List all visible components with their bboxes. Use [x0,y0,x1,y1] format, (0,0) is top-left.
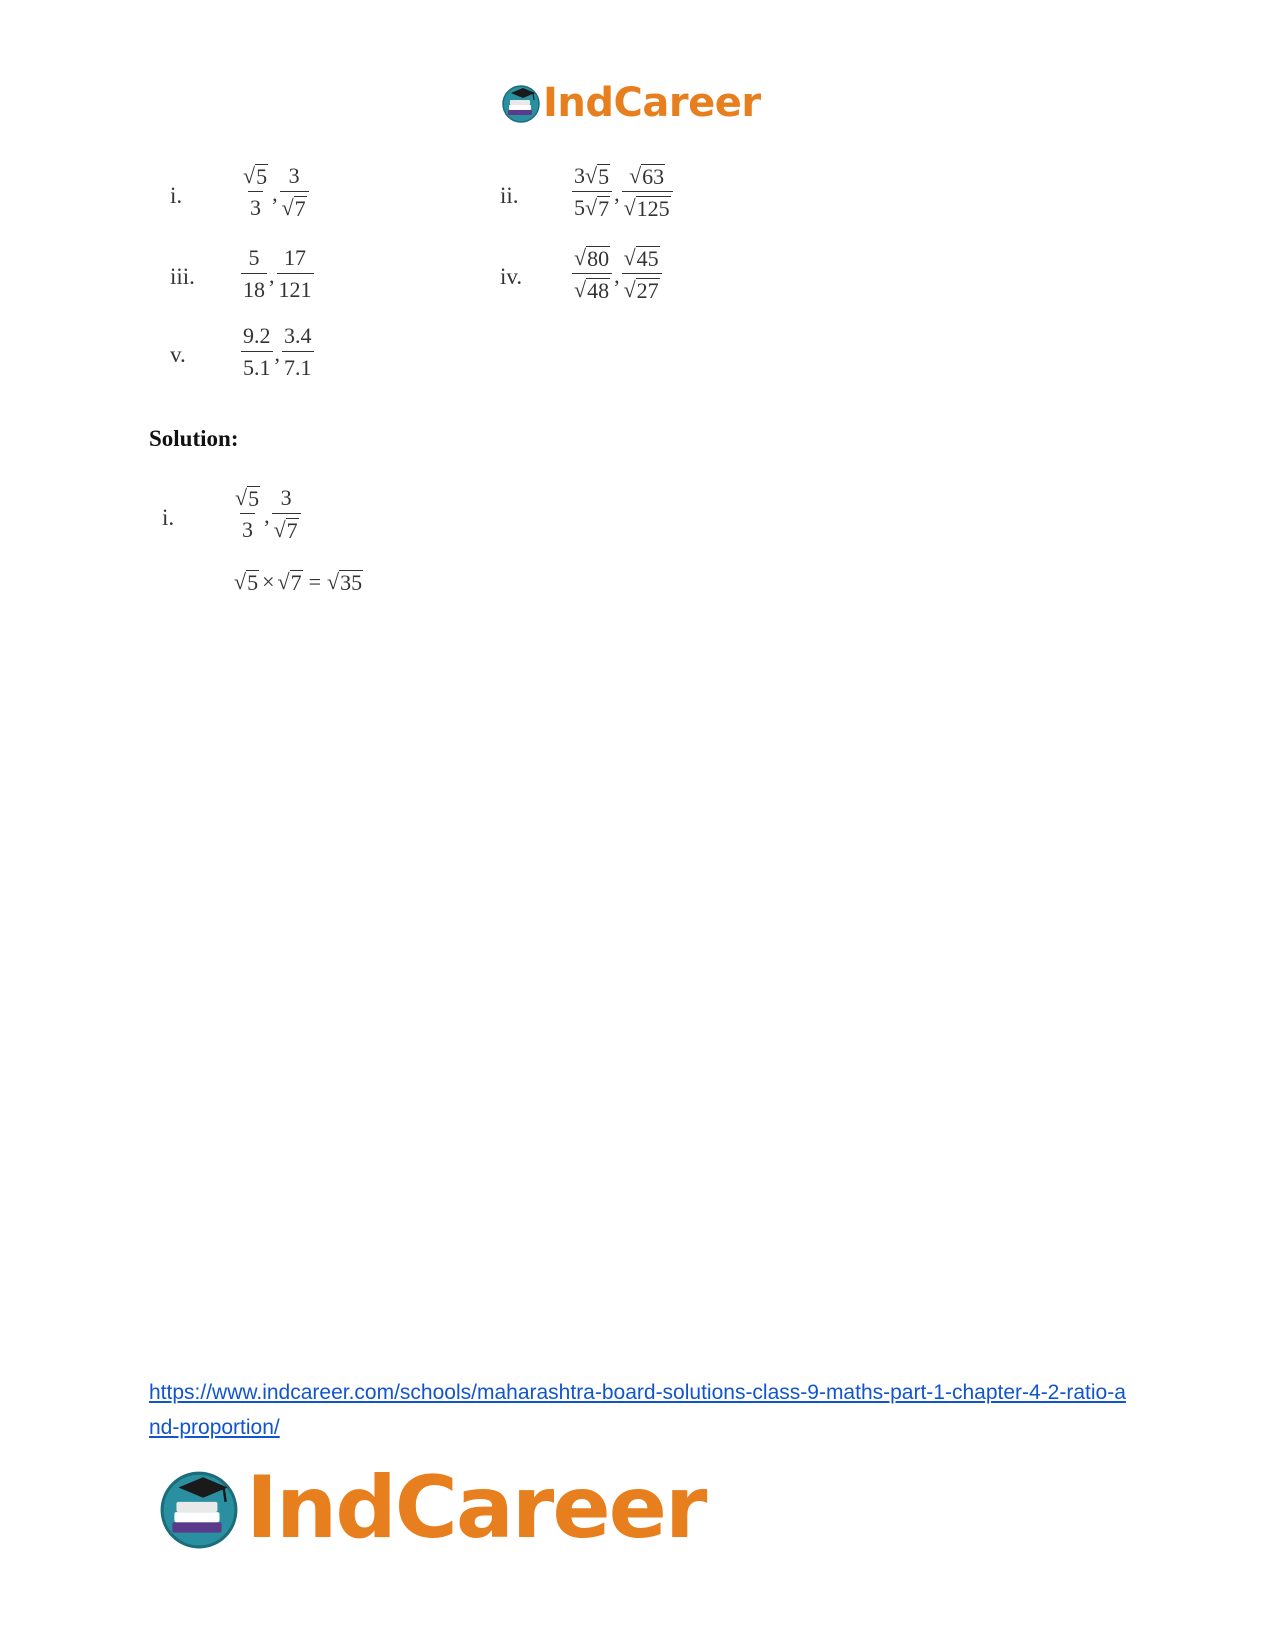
problem-iii-expression: $\frac{5}{18}$ , $\frac{17}{121}$ [243,245,312,302]
problem-v-expression: $\frac{9.2}{5.1}$ , $\frac{3.4}{7.1}$ [243,323,312,380]
graduation-books-icon [158,1467,240,1549]
fraction: √ 5 3 [243,163,268,220]
brand-name: IndCareer [246,1458,706,1558]
solution-i-expression: √ 5 3 , 3 √ 7 [232,485,302,543]
fraction: √ 5 3 [235,485,260,542]
solution-heading: Solution: [149,426,239,451]
footer-logo [158,1460,705,1556]
fraction: $\frac{5}{18}$ [243,245,265,302]
problem-iv-label: iv. [500,264,523,289]
fraction: 3 √ 7 [272,485,301,543]
brand-name: IndCareer [543,80,761,126]
fraction: 3 √ 5 5 √ 7 [572,163,612,221]
source-link[interactable]: https://www.indcareer.com/schools/maharashtra-board-solutions-class-9-maths-part-1-chapter-4-2-ratio-and-proportion/ [149,1381,1126,1439]
fraction: √ 80 √ 48 [572,245,612,303]
problem-v-label: v. [170,342,186,367]
problem-ii-expression: 3 √ 5 5 √ 7 , √ 63 √ 125 [571,163,674,221]
problem-iv-expression: √ 80 √ 48 , √ 45 √ 27 [571,245,663,303]
fraction: $\frac{9.2}{5.1}$ [243,323,271,380]
fraction: 3 √ 7 [280,163,309,221]
problem-ii-label: ii. [500,183,519,208]
graduation-books-icon [501,83,541,123]
fraction: √ 63 √ 125 [622,163,673,221]
problem-iii-label: iii. [170,264,195,289]
solution-i-equation: √ 5 × √ 7 = √ 35 [234,569,363,595]
problem-i-expression: √ 5 3 , 3 √ 7 [240,163,310,221]
fraction: $\frac{3.4}{7.1}$ [284,323,312,380]
fraction: √ 45 √ 27 [622,245,662,303]
problem-i-label: i. [170,183,183,208]
solution-i-label: i. [162,505,175,530]
header-logo [501,78,761,128]
fraction: $\frac{17}{121}$ [278,245,312,302]
